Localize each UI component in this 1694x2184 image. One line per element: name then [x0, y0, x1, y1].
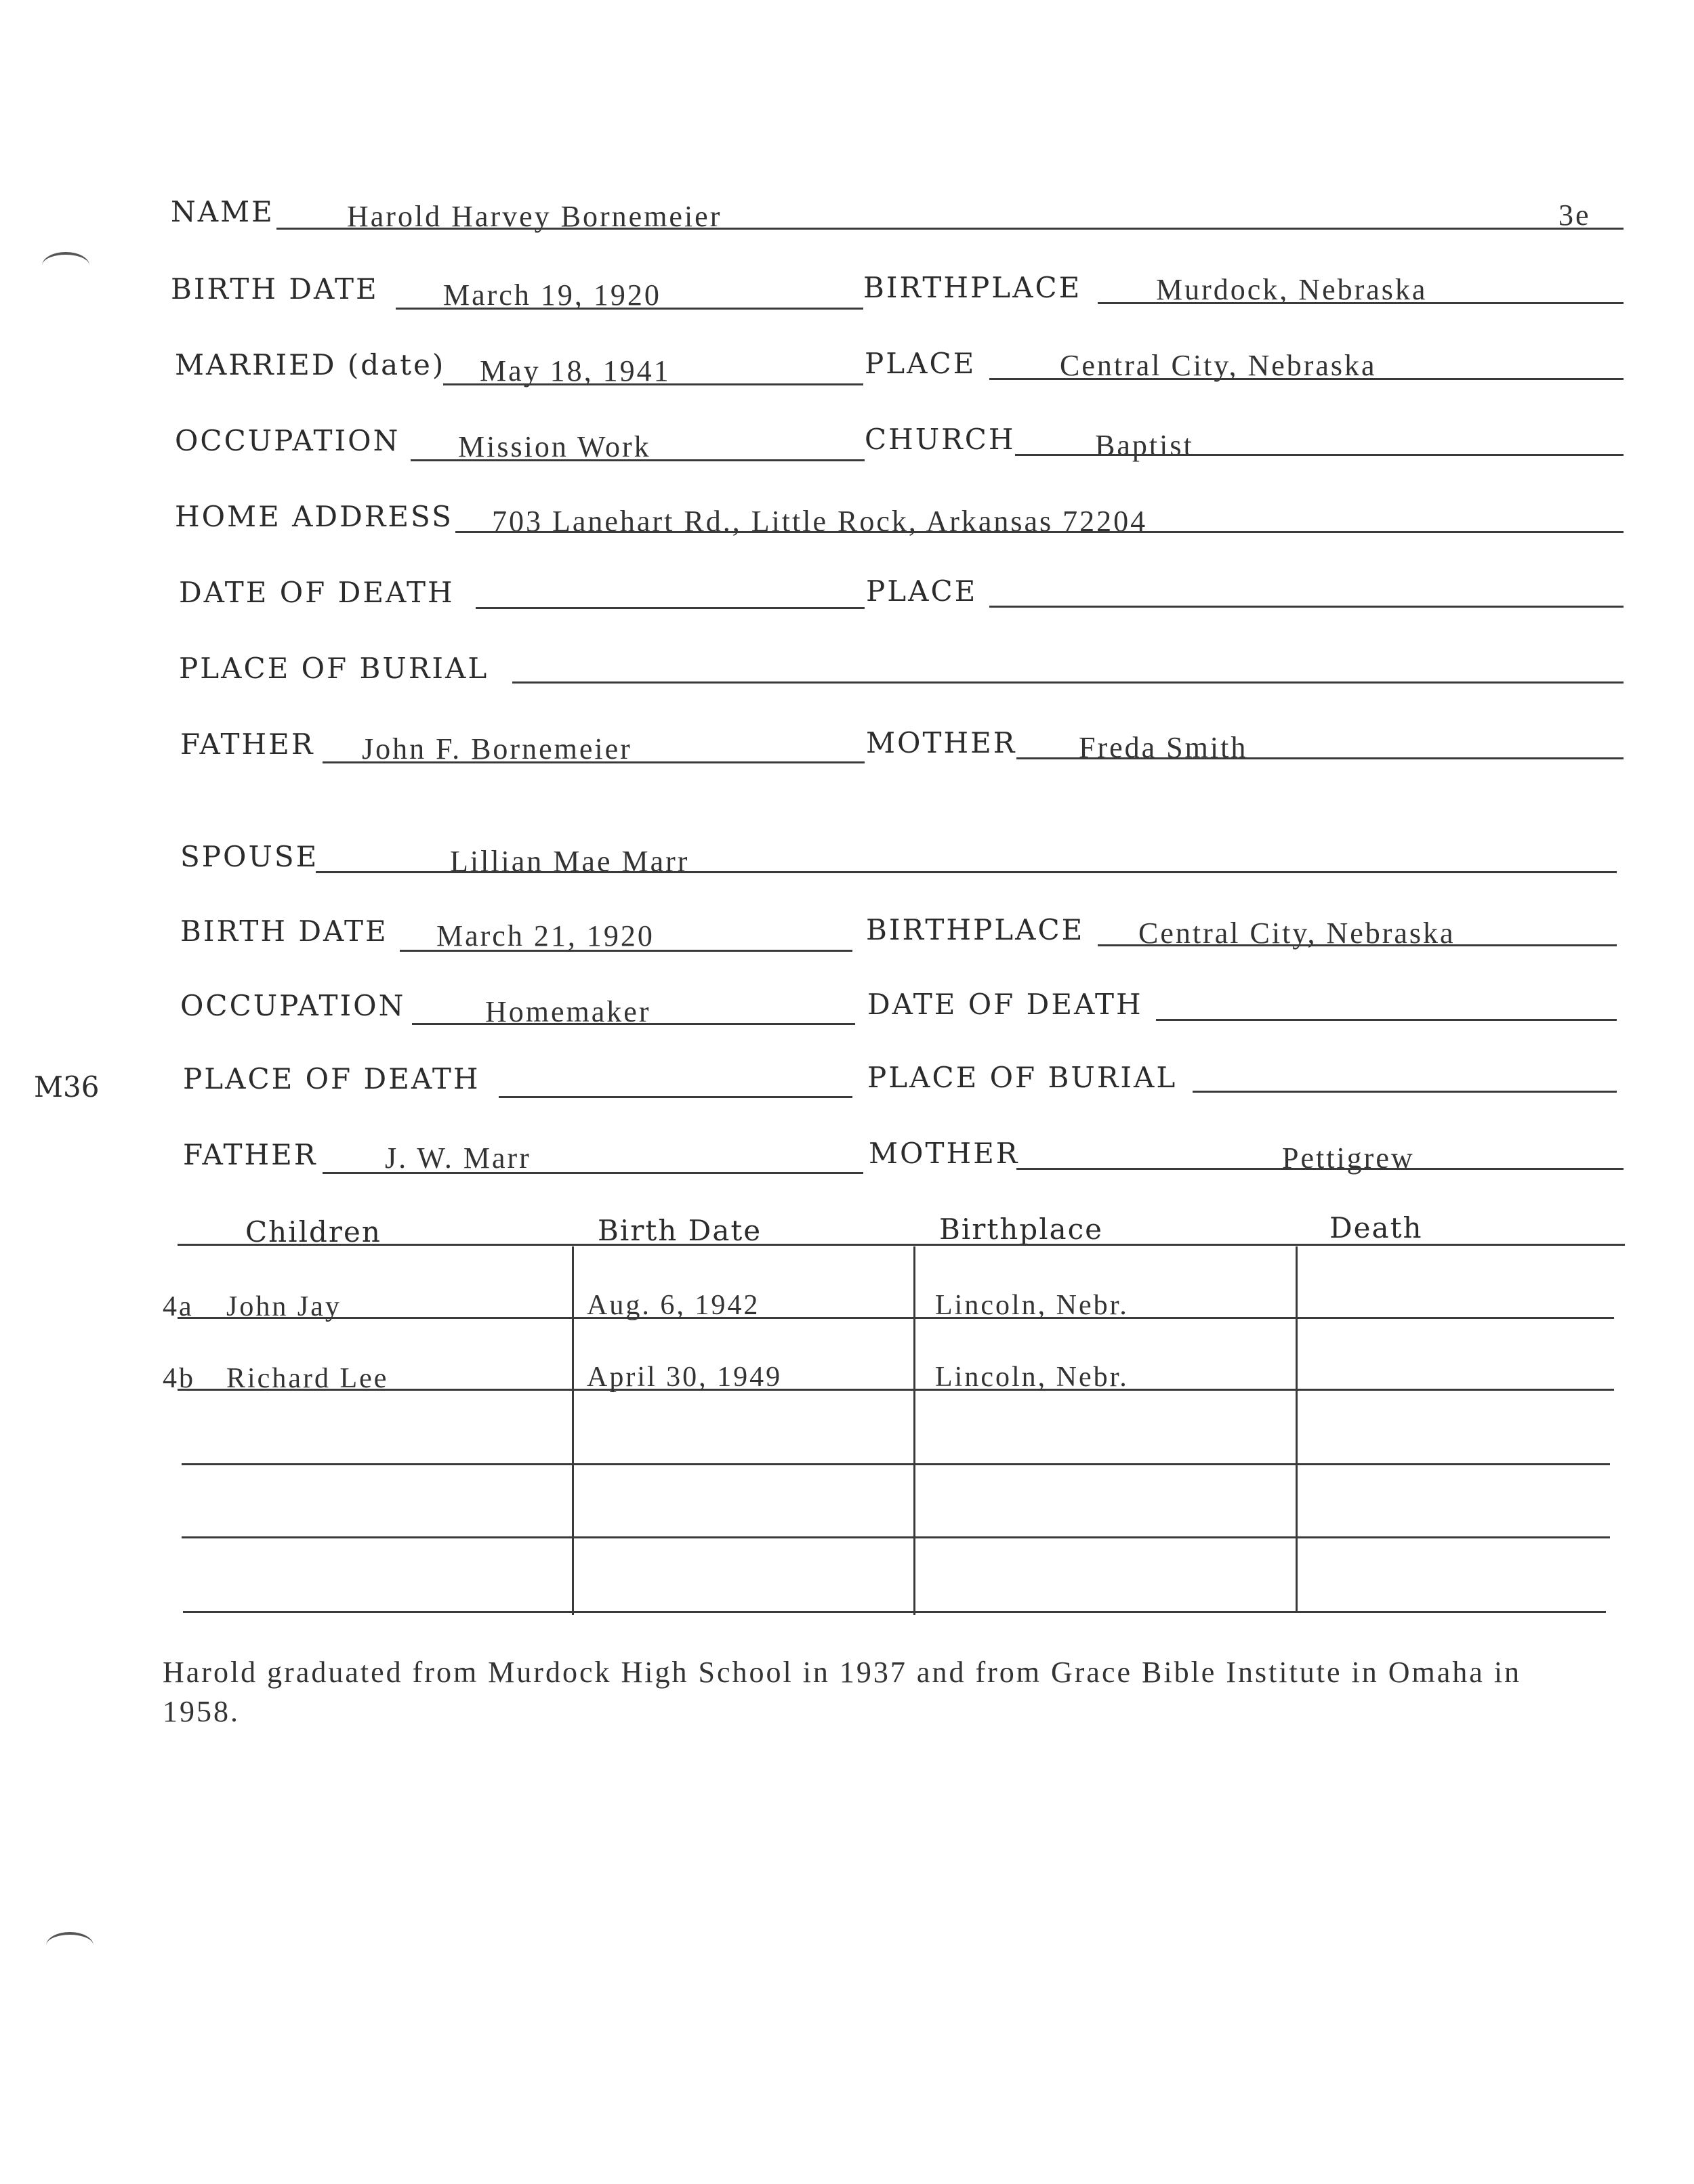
- table-row-line-3: [182, 1463, 1610, 1465]
- child-ref: 4b: [163, 1363, 195, 1394]
- spouse-date-of-death-label: DATE OF DEATH: [867, 988, 1143, 1021]
- name-label: NAME: [171, 195, 274, 228]
- occupation-line: [411, 459, 865, 461]
- church-line: [1015, 454, 1624, 456]
- children-header: Children: [245, 1215, 381, 1248]
- birthplace-header: Birthplace: [939, 1213, 1104, 1246]
- church-label: CHURCH: [865, 423, 1016, 456]
- spouse-mother-value: Pettigrew: [1282, 1141, 1415, 1175]
- mother-label: MOTHER: [866, 726, 1017, 759]
- child-birthplace: Lincoln, Nebr.: [935, 1290, 1129, 1321]
- birthplace-line: [1098, 302, 1624, 304]
- death-header: Death: [1329, 1211, 1423, 1244]
- married-place-line: [989, 378, 1624, 380]
- spouse-place-of-burial-label: PLACE OF BURIAL: [867, 1061, 1178, 1094]
- spouse-mother-line: [1016, 1168, 1624, 1170]
- married-label: MARRIED (date): [175, 348, 446, 381]
- spouse-father-label: FATHER: [183, 1138, 318, 1171]
- father-value: John F. Bornemeier: [362, 732, 632, 765]
- table-col-divider-1: [572, 1246, 574, 1615]
- spouse-place-of-death-label: PLACE OF DEATH: [183, 1062, 480, 1095]
- table-row-line-5: [183, 1611, 1606, 1613]
- child-birth-date: April 30, 1949: [587, 1362, 783, 1393]
- spouse-occupation-label: OCCUPATION: [180, 989, 406, 1022]
- child-birthplace: Lincoln, Nebr.: [935, 1362, 1129, 1393]
- child-name: Richard Lee: [226, 1363, 389, 1394]
- mother-line: [1016, 757, 1624, 759]
- place-of-burial-label: PLACE OF BURIAL: [179, 652, 489, 685]
- spouse-birth-date-label: BIRTH DATE: [180, 915, 388, 948]
- biography-note: Harold graduated from Murdock High School in 1937 and from Grace Bible Institute in Omaha in 1958.: [163, 1656, 1522, 1728]
- table-header-line: [178, 1244, 1625, 1246]
- spouse-place-of-death-line: [499, 1096, 852, 1098]
- home-address-label: HOME ADDRESS: [175, 500, 453, 533]
- table-row-line-1: [178, 1317, 1614, 1319]
- spouse-occupation-line: [412, 1023, 855, 1025]
- married-place-label: PLACE: [865, 347, 976, 380]
- table-col-divider-2: [913, 1246, 915, 1615]
- occupation-label: OCCUPATION: [175, 424, 400, 457]
- occupation-value: Mission Work: [458, 430, 651, 463]
- spouse-occupation-value: Homemaker: [485, 995, 651, 1028]
- spouse-birthplace-value: Central City, Nebraska: [1138, 917, 1455, 950]
- spouse-value: Lillian Mae Marr: [450, 845, 690, 878]
- name-value: Harold Harvey Bornemeier: [347, 200, 722, 233]
- mother-value: Freda Smith: [1079, 731, 1248, 764]
- spouse-birth-date-line: [400, 950, 852, 952]
- name-line: [276, 228, 1624, 230]
- married-place-value: Central City, Nebraska: [1060, 349, 1377, 382]
- birth-date-value: March 19, 1920: [443, 278, 661, 312]
- birthplace-value: Murdock, Nebraska: [1156, 273, 1428, 306]
- table-row-line-2: [178, 1389, 1614, 1391]
- spouse-line: [316, 871, 1617, 873]
- spouse-mother-label: MOTHER: [869, 1137, 1020, 1170]
- spouse-birthplace-line: [1098, 944, 1617, 946]
- margin-reference: M36: [34, 1070, 100, 1104]
- child-ref: 4a: [163, 1291, 194, 1322]
- child-name: John Jay: [226, 1291, 342, 1322]
- birth-date-label: BIRTH DATE: [171, 272, 379, 306]
- home-address-line: [455, 531, 1624, 533]
- father-line: [323, 761, 865, 763]
- death-place-line: [989, 606, 1624, 608]
- death-place-label: PLACE: [866, 574, 978, 608]
- punch-hole-mark-top: [42, 252, 89, 279]
- date-of-death-label: DATE OF DEATH: [179, 576, 455, 609]
- spouse-father-line: [323, 1172, 863, 1174]
- spouse-father-value: J. W. Marr: [385, 1141, 531, 1175]
- church-value: Baptist: [1095, 429, 1194, 462]
- punch-hole-mark-bottom: [46, 1932, 94, 1959]
- birthplace-label: BIRTHPLACE: [863, 271, 1082, 304]
- place-of-burial-line: [512, 681, 1624, 684]
- table-row-line-4: [182, 1536, 1610, 1538]
- table-col-divider-3: [1296, 1246, 1298, 1611]
- married-value: May 18, 1941: [480, 354, 671, 387]
- page-number: 3e: [1558, 198, 1591, 232]
- birth-date-header: Birth Date: [598, 1214, 762, 1247]
- spouse-birthplace-label: BIRTHPLACE: [866, 913, 1085, 946]
- married-line: [443, 383, 863, 385]
- father-label: FATHER: [180, 728, 315, 761]
- spouse-label: SPOUSE: [180, 840, 319, 873]
- date-of-death-line: [476, 607, 865, 609]
- spouse-birth-date-value: March 21, 1920: [436, 919, 655, 952]
- child-birth-date: Aug. 6, 1942: [587, 1290, 760, 1321]
- spouse-place-of-burial-line: [1193, 1091, 1617, 1093]
- spouse-date-of-death-line: [1156, 1019, 1617, 1021]
- birth-date-line: [396, 308, 863, 310]
- home-address-value: 703 Lanehart Rd., Little Rock, Arkansas 72204: [492, 505, 1148, 538]
